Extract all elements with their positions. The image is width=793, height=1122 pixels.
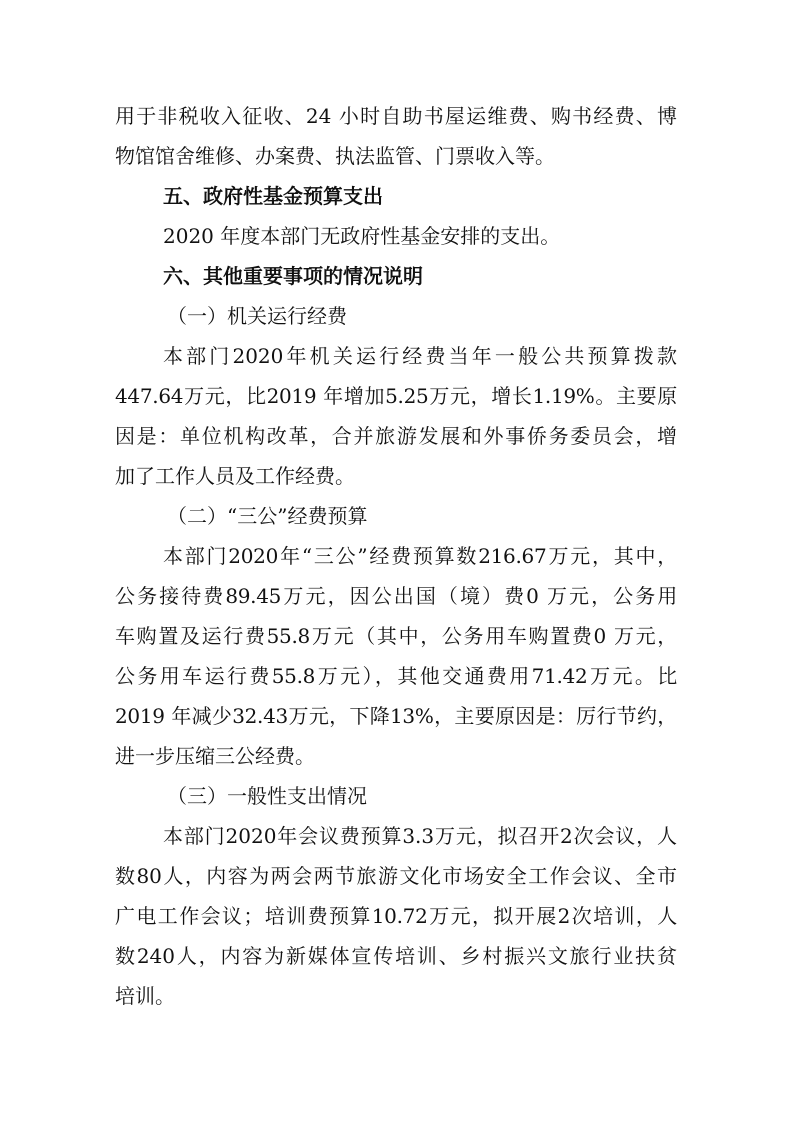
paragraph-line: 车购置及运行费55.8万元（其中，公务用车购置费0 万元，: [115, 624, 677, 648]
paragraph-line: 公务接待费89.45万元，因公出国（境）费0 万元，公务用: [115, 584, 677, 608]
subsection-heading-2: （二）“三公”经费预算: [167, 504, 368, 528]
subsection-heading-3: （三）一般性支出情况: [167, 784, 367, 808]
section-heading-6: 六、其他重要事项的情况说明: [163, 264, 423, 288]
paragraph-line: 物馆馆舍维修、办案费、执法监管、门票收入等。: [115, 144, 555, 168]
paragraph-line: 用于非税收入征收、24 小时自助书屋运维费、购书经费、博: [115, 104, 677, 128]
paragraph-line: 广电工作会议；培训费预算10.72万元，拟开展2次培训，人: [115, 904, 677, 928]
paragraph-line: 加了工作人员及工作经费。: [115, 464, 355, 488]
paragraph-line: 公务用车运行费55.8万元），其他交通费用71.42万元。比: [115, 664, 677, 688]
paragraph-line: 2019 年减少32.43万元，下降13%，主要原因是：厉行节约，: [115, 704, 677, 728]
paragraph-line: 进一步压缩三公经费。: [115, 744, 315, 768]
section-heading-5: 五、政府性基金预算支出: [163, 184, 383, 208]
paragraph-line: 447.64万元，比2019 年增加5.25万元，增长1.19%。主要原: [115, 384, 677, 408]
body-text: [115, 96, 677, 1016]
paragraph-line: 本部门2020年机关运行经费当年一般公共预算拨款: [163, 344, 677, 368]
paragraph-line: 数80人，内容为两会两节旅游文化市场安全工作会议、全市: [115, 864, 677, 888]
paragraph-line: 本部门2020年会议费预算3.3万元，拟召开2次会议，人: [163, 824, 677, 848]
subsection-heading-1: （一）机关运行经费: [167, 304, 347, 328]
paragraph-line: 2020 年度本部门无政府性基金安排的支出。: [163, 224, 561, 248]
paragraph-line: 因是：单位机构改革，合并旅游发展和外事侨务委员会，增: [115, 424, 677, 448]
paragraph-line: 数240人，内容为新媒体宣传培训、乡村振兴文旅行业扶贫: [115, 944, 677, 968]
paragraph-line: 本部门2020年“三公”经费预算数216.67万元，其中，: [163, 544, 677, 568]
paragraph-line: 培训。: [115, 984, 175, 1008]
